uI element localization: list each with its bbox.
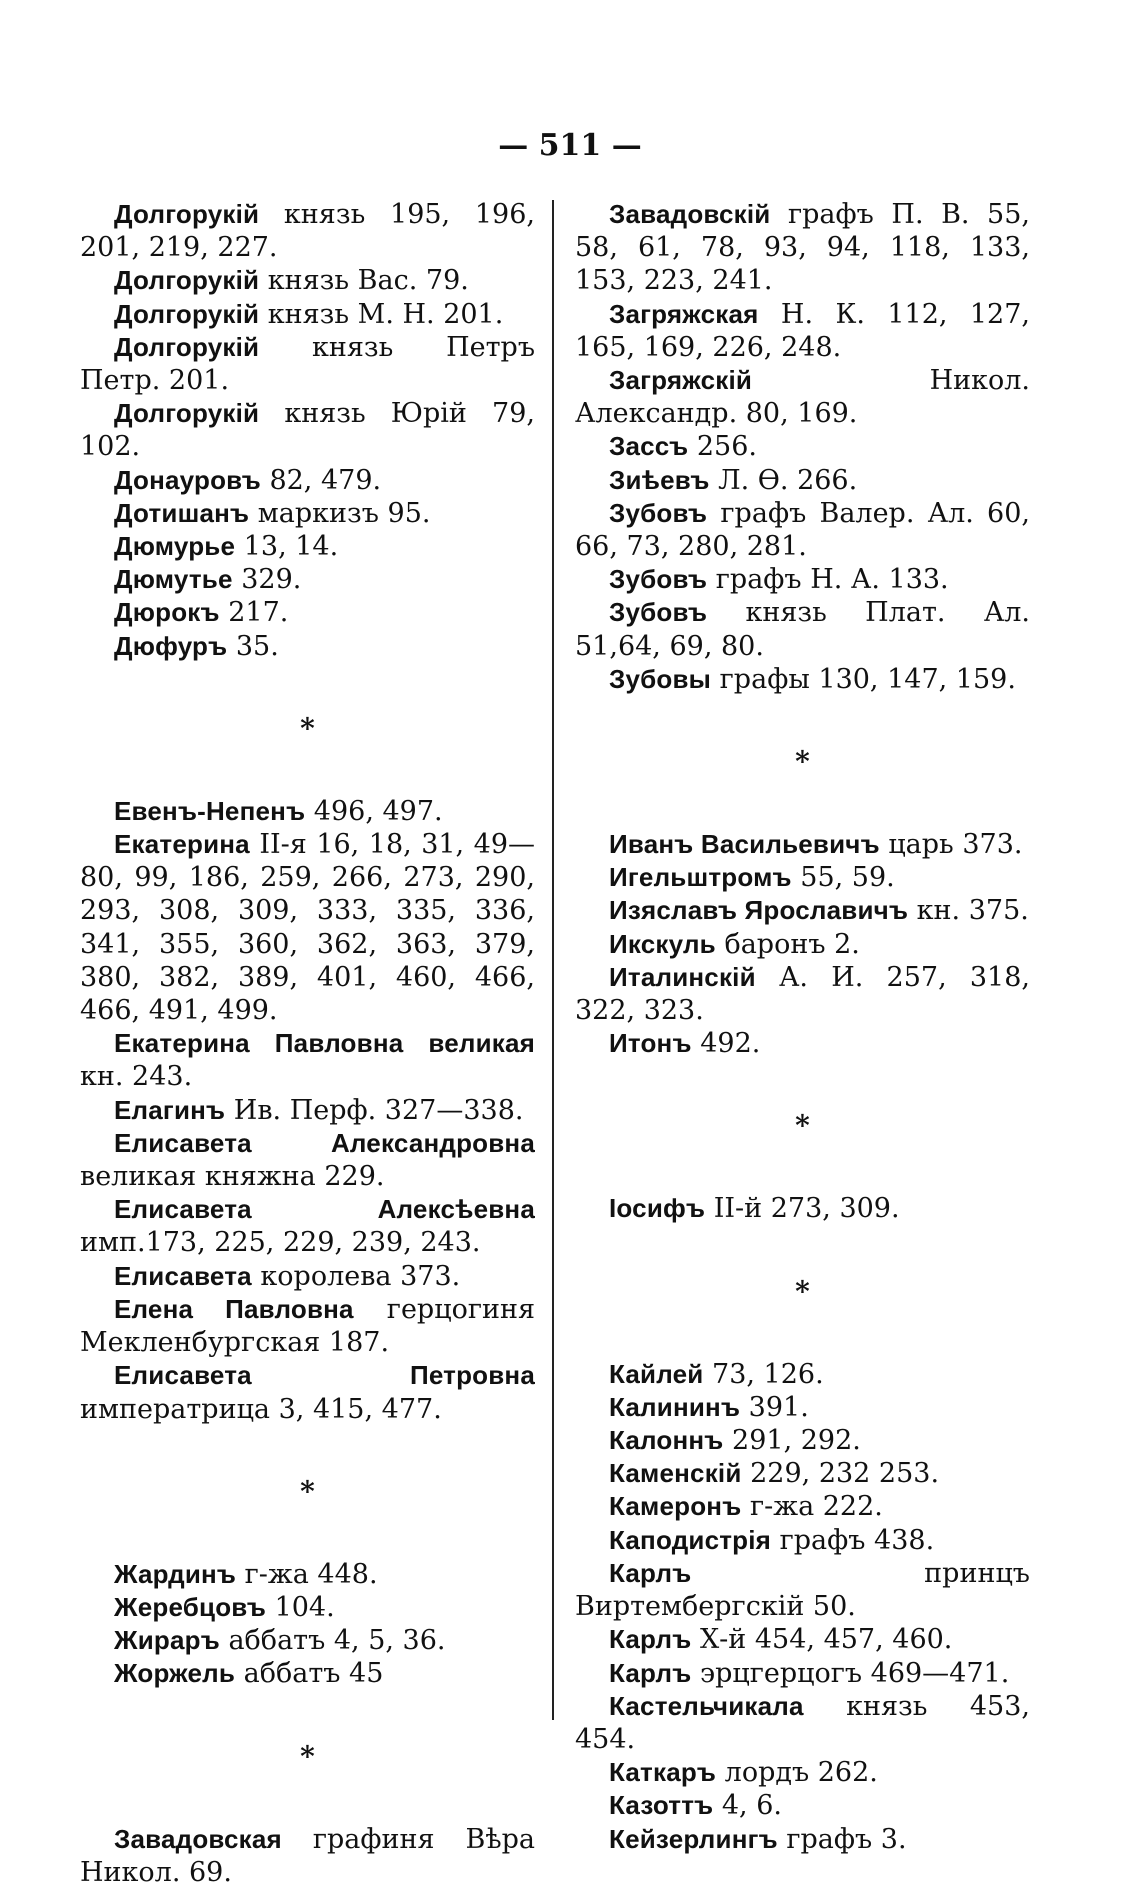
entry-pages: баронъ 2. xyxy=(715,928,860,960)
entry-pages: II-я 16, 18, 31, 49—80, 99, 186, 259, 266, 273, 290, 293, 308, 309, 333, 335, 336, 341, 355, 360, 362, 363, 379, 380, 382, 389, 401, 460, 466, 466, 491, 499. xyxy=(80,829,535,1027)
entry-name: Дюмурье xyxy=(114,531,236,562)
index-entry xyxy=(80,298,535,331)
entry-name: Каменскій xyxy=(609,1458,742,1489)
index-entry xyxy=(80,1293,535,1359)
entry-pages: 35. xyxy=(227,630,279,662)
index-entry xyxy=(80,497,535,530)
index-entry xyxy=(575,861,1030,894)
index-entry xyxy=(80,264,535,297)
index-entry xyxy=(575,1823,1030,1856)
entry-pages: князь М. Н. 201. xyxy=(259,298,504,330)
index-entry xyxy=(575,1424,1030,1457)
entry-pages: принцъ Виртембергскій 50. xyxy=(575,1557,1030,1623)
index-entry xyxy=(80,1823,535,1889)
entry-name: Жоржель xyxy=(114,1658,236,1689)
entry-name: Завадовскій xyxy=(609,199,771,229)
entry-name: Іосифъ xyxy=(609,1193,706,1224)
entry-name: Жеребцовъ xyxy=(114,1591,266,1622)
entry-pages: графы 130, 147, 159. xyxy=(711,663,1016,695)
index-entry xyxy=(575,497,1030,563)
index-entry xyxy=(80,563,535,596)
entry-pages: г-жа 448. xyxy=(236,1558,378,1590)
entry-name: Завадовская xyxy=(114,1823,282,1854)
index-entry xyxy=(575,961,1030,1027)
entry-pages: Л. Ѳ. 266. xyxy=(709,464,858,496)
index-entry xyxy=(575,1192,1030,1225)
entry-name: Загряжская xyxy=(609,298,759,329)
page-number: — 511 — xyxy=(498,128,642,163)
entry-pages: 104. xyxy=(265,1591,335,1623)
entry-name: Зубовъ xyxy=(609,497,708,528)
entry-pages: великая княжна 229. xyxy=(80,1161,385,1193)
entry-name: Елисавета xyxy=(114,1260,252,1291)
entry-name: Зубовъ xyxy=(609,564,708,595)
entry-name: Дотишанъ xyxy=(114,497,250,528)
entry-name: Карлъ xyxy=(609,1624,692,1655)
entry-name: Долгорукій xyxy=(114,331,260,362)
entry-pages: 229, 232 253. xyxy=(741,1458,940,1490)
index-entry xyxy=(80,1657,535,1690)
entry-name: Елисавета Алексѣевна xyxy=(114,1194,535,1225)
index-entry xyxy=(575,1457,1030,1490)
entry-pages: графъ Н. А. 133. xyxy=(707,564,949,596)
index-entry xyxy=(575,596,1030,662)
entry-name: Карлъ xyxy=(609,1557,692,1588)
entry-pages: кн. 375. xyxy=(908,895,1029,927)
section-separator: * xyxy=(795,1274,810,1308)
index-entry xyxy=(80,1193,535,1259)
entry-pages: А. И. 257, 318, 322, 323. xyxy=(575,961,1030,1027)
section-separator: * xyxy=(300,711,315,745)
index-entry xyxy=(575,298,1030,364)
index-entry xyxy=(575,1027,1030,1060)
entry-name: Елисавета Александровна xyxy=(114,1127,535,1158)
index-entry xyxy=(80,198,535,264)
entry-name: Зубовы xyxy=(609,663,712,694)
entry-pages: графъ 3. xyxy=(777,1823,907,1855)
entry-pages: Н. К. 112, 127, 165, 169, 226, 248. xyxy=(575,298,1030,363)
entry-pages: маркизъ 95. xyxy=(249,497,431,529)
entry-name: Итонъ xyxy=(609,1028,692,1059)
entry-name: Кайлей xyxy=(609,1358,704,1389)
index-entry xyxy=(80,397,535,463)
entry-pages: 256. xyxy=(688,431,757,463)
entry-name: Италинскій xyxy=(609,961,756,992)
index-entry xyxy=(80,1624,535,1657)
entry-pages: кн. 243. xyxy=(80,1061,193,1093)
column-divider xyxy=(552,200,554,1720)
index-entry xyxy=(80,1027,535,1093)
index-entry xyxy=(80,1260,535,1293)
index-column-right xyxy=(575,198,1030,1856)
entry-name: Игельштромъ xyxy=(609,862,792,893)
entry-name: Долгорукій xyxy=(114,265,260,296)
index-entry xyxy=(80,331,535,397)
index-entry xyxy=(575,663,1030,696)
entry-pages: Х-й 454, 457, 460. xyxy=(691,1624,953,1656)
entry-pages: 496, 497. xyxy=(305,795,443,827)
entry-pages: Ив. Перф. 327—338. xyxy=(225,1094,524,1126)
entry-name: Дюфуръ xyxy=(114,630,228,661)
entry-pages: королева 373. xyxy=(251,1260,461,1292)
entry-name: Иванъ Васильевичъ xyxy=(609,829,880,860)
entry-name: Елисавета Петровна xyxy=(114,1360,535,1391)
index-entry xyxy=(80,596,535,629)
entry-name: Калоннъ xyxy=(609,1425,724,1456)
section-separator: * xyxy=(795,745,810,779)
entry-pages: 4, 6. xyxy=(713,1790,782,1822)
index-entry xyxy=(575,1789,1030,1822)
entry-pages: аббатъ 4, 5, 36. xyxy=(219,1625,446,1657)
entry-pages: императрица 3, 415, 477. xyxy=(80,1393,442,1425)
entry-name: Загряжскій xyxy=(609,365,753,396)
entry-pages: графъ П. В. 55, 58, 61, 78, 93, 94, 118, 133, 153, 223, 241. xyxy=(575,199,1030,297)
index-entry xyxy=(80,630,535,663)
index-entry xyxy=(575,1490,1030,1523)
entry-pages: герцогиня Мекленбургская 187. xyxy=(80,1293,535,1359)
entry-pages: князь Плат. Ал. 51,64, 69, 80. xyxy=(575,597,1030,662)
index-entry xyxy=(575,1391,1030,1424)
index-entry xyxy=(575,1524,1030,1557)
entry-name: Екатерина Павловна великая xyxy=(114,1028,535,1059)
entry-pages: II-й 273, 309. xyxy=(705,1193,900,1225)
index-entry xyxy=(575,563,1030,596)
index-column-left xyxy=(80,198,535,1889)
entry-pages: графъ 438. xyxy=(771,1524,935,1556)
entry-pages: эрцгерцогъ 469—471. xyxy=(691,1657,1010,1689)
index-entry xyxy=(80,1359,535,1425)
entry-name: Елена Павловна xyxy=(114,1293,354,1324)
index-entry xyxy=(575,1358,1030,1391)
index-entry xyxy=(575,1557,1030,1623)
index-entry xyxy=(575,1690,1030,1756)
index-entry xyxy=(80,1094,535,1127)
entry-pages: 291, 292. xyxy=(723,1425,861,1457)
entry-name: Долгорукій xyxy=(114,199,260,229)
entry-name: Кейзерлингъ xyxy=(609,1823,778,1854)
entry-name: Зубовъ xyxy=(609,597,708,628)
section-separator: * xyxy=(795,1109,810,1143)
entry-pages: г-жа 222. xyxy=(741,1491,883,1523)
index-entry xyxy=(575,1657,1030,1690)
entry-pages: аббатъ 45 xyxy=(235,1658,384,1690)
entry-name: Камеронъ xyxy=(609,1491,742,1522)
index-entry xyxy=(575,198,1030,298)
index-entry xyxy=(575,1623,1030,1656)
entry-name: Жираръ xyxy=(114,1625,220,1656)
section-separator: * xyxy=(300,1474,315,1508)
entry-name: Донауровъ xyxy=(114,464,261,495)
entry-name: Карлъ xyxy=(609,1657,692,1688)
entry-pages: князь Петръ Петр. 201. xyxy=(80,331,535,397)
entry-name: Изяславъ Ярославичъ xyxy=(609,895,909,926)
entry-pages: 492. xyxy=(691,1028,761,1060)
entry-pages: графъ Валер. Ал. 60, 66, 73, 280, 281. xyxy=(575,497,1030,563)
entry-pages: графиня Вѣра Никол. 69. xyxy=(80,1823,535,1888)
entry-name: Казоттъ xyxy=(609,1790,714,1821)
entry-pages: князь Юрій 79, 102. xyxy=(80,398,535,463)
entry-pages: 391. xyxy=(740,1391,809,1423)
entry-name: Кастельчикала xyxy=(609,1690,804,1721)
entry-name: Калининъ xyxy=(609,1391,741,1422)
entry-pages: князь 453, 454. xyxy=(575,1690,1030,1755)
index-entry xyxy=(575,430,1030,463)
entry-pages: 329. xyxy=(232,564,302,596)
index-entry xyxy=(80,795,535,828)
entry-name: Евенъ-Непенъ xyxy=(114,795,306,826)
entry-pages: царь 373. xyxy=(879,829,1023,861)
index-entry xyxy=(80,530,535,563)
entry-pages: князь Вас. 79. xyxy=(259,265,469,297)
entry-name: Каподистрія xyxy=(609,1524,772,1555)
entry-name: Елагинъ xyxy=(114,1094,226,1125)
entry-name: Икскуль xyxy=(609,928,716,959)
index-entry xyxy=(80,1591,535,1624)
entry-name: Каткаръ xyxy=(609,1757,717,1788)
entry-pages: князь 195, 196, 201, 219, 227. xyxy=(80,199,535,264)
index-entry xyxy=(80,464,535,497)
index-entry xyxy=(575,464,1030,497)
entry-name: Дюрокъ xyxy=(114,597,220,628)
entry-pages: имп.173, 225, 229, 239, 243. xyxy=(80,1227,481,1259)
index-entry xyxy=(80,828,535,1027)
entry-name: Долгорукій xyxy=(114,398,260,429)
entry-name: Долгорукій xyxy=(114,298,260,329)
entry-pages: лордъ 262. xyxy=(716,1757,878,1789)
entry-name: Дюмутье xyxy=(114,564,233,595)
index-entry xyxy=(575,894,1030,927)
entry-name: Зиѣевъ xyxy=(609,464,710,495)
entry-pages: 55, 59. xyxy=(791,862,895,894)
index-entry xyxy=(80,1558,535,1591)
index-entry xyxy=(575,364,1030,430)
entry-name: Екатерина xyxy=(114,829,250,860)
index-entry xyxy=(575,1756,1030,1789)
entry-pages: 82, 479. xyxy=(260,464,382,496)
entry-name: Жардинъ xyxy=(114,1558,237,1589)
index-entry xyxy=(575,928,1030,961)
index-entry xyxy=(80,1127,535,1193)
index-entry xyxy=(575,828,1030,861)
entry-pages: 73, 126. xyxy=(703,1358,824,1390)
entry-pages: 217. xyxy=(219,597,289,629)
entry-pages: Никол. Александр. 80, 169. xyxy=(575,365,1030,430)
section-separator: * xyxy=(300,1739,315,1773)
entry-pages: 13, 14. xyxy=(235,531,339,563)
entry-name: Зассъ xyxy=(609,431,689,462)
